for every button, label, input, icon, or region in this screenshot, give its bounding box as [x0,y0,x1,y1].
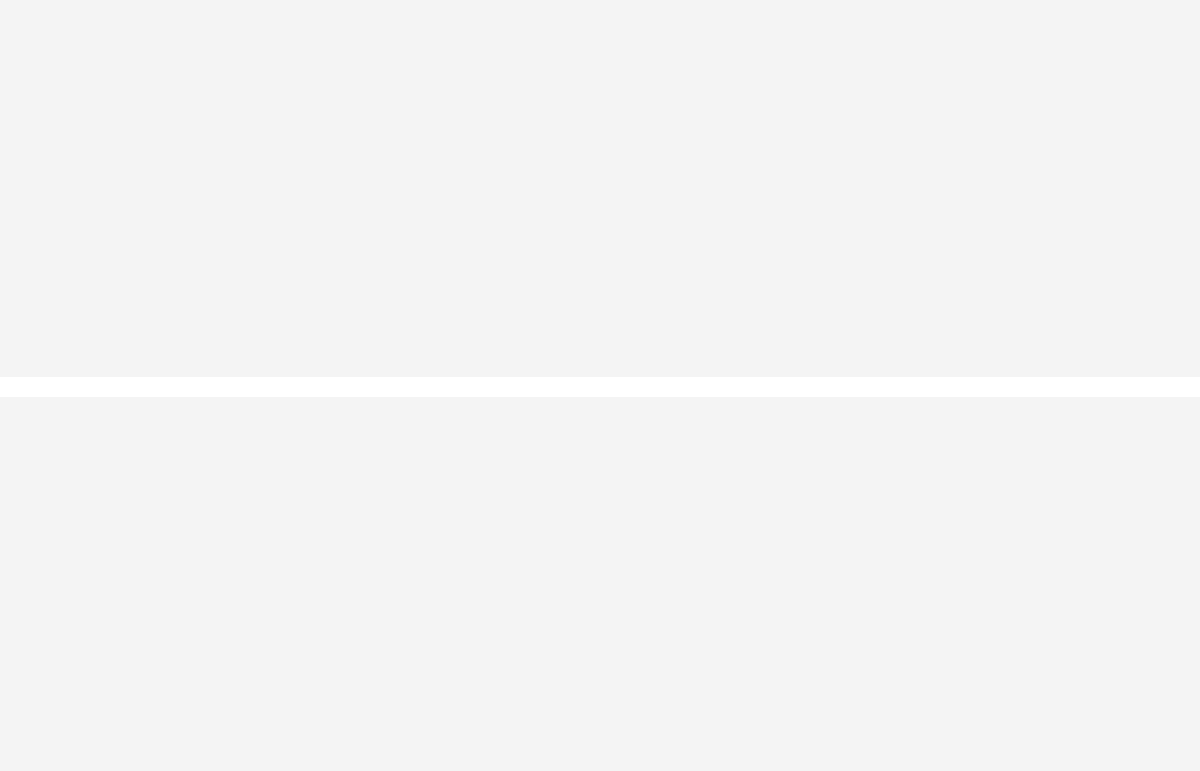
binding-band [0,377,1200,397]
spiral-binding [0,346,1200,426]
